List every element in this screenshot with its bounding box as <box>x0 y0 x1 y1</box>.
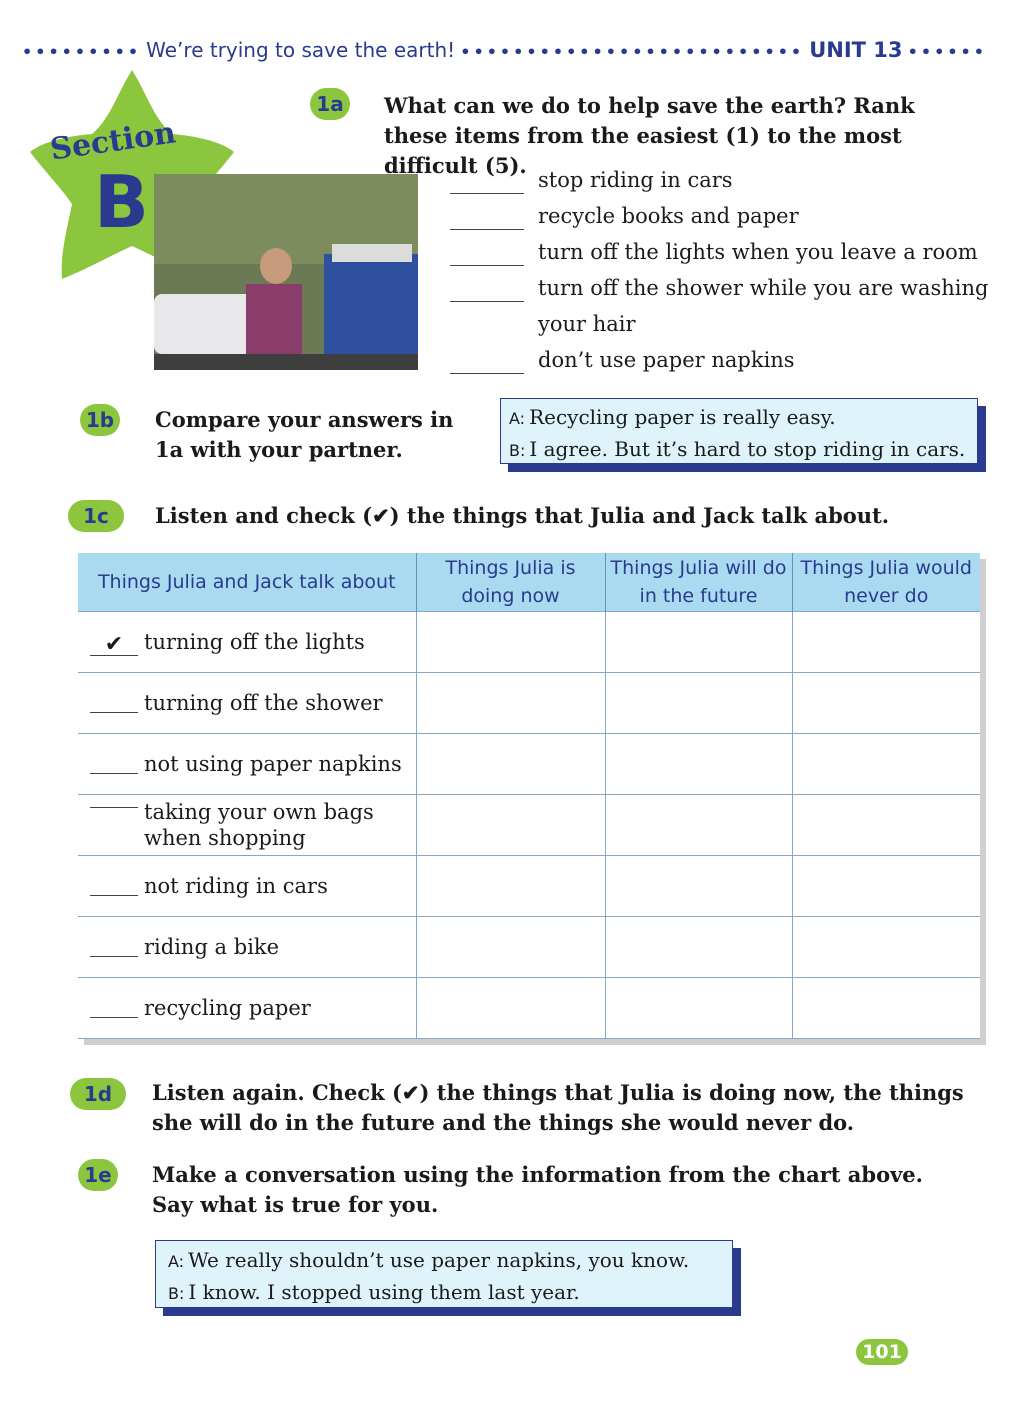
check-cell[interactable] <box>792 612 980 673</box>
check-blank[interactable] <box>90 807 138 808</box>
conversation-box-1e <box>155 1240 733 1308</box>
rank-item <box>450 168 1010 204</box>
section-word: Section <box>48 115 178 168</box>
table-row <box>78 856 980 917</box>
check-blank[interactable] <box>90 773 138 774</box>
check-blank[interactable]: ✔ <box>90 635 138 656</box>
rank-item-text: turn off the lights when you leave a room <box>538 240 978 264</box>
speech-text: I agree. But it’s hard to stop riding in cars. <box>529 437 966 461</box>
conversation-line <box>168 1245 732 1277</box>
conversation-line <box>509 402 977 434</box>
header-dots-left: ••••••••• <box>22 42 142 61</box>
exercise-1e-tag: 1e <box>78 1159 118 1191</box>
rank-item-text: turn off the shower while you are washing <box>538 276 989 300</box>
rank-item-text: recycle books and paper <box>538 204 799 228</box>
table-header-row <box>78 553 980 612</box>
item-text: turning off the lights <box>144 629 365 654</box>
check-blank[interactable] <box>90 895 138 896</box>
rank-blank[interactable] <box>450 372 524 374</box>
check-blank[interactable] <box>90 1017 138 1018</box>
check-cell[interactable] <box>605 856 792 917</box>
table-row <box>78 917 980 978</box>
column-header: Things Julia is doing now <box>416 553 605 612</box>
check-cell[interactable] <box>416 612 605 673</box>
section-letter: B <box>94 160 149 244</box>
conversation-line <box>168 1277 732 1309</box>
item-cell <box>78 795 416 856</box>
unit-label: UNIT 13 <box>809 38 903 62</box>
check-cell[interactable] <box>416 795 605 856</box>
rank-item-text: don’t use paper napkins <box>538 348 795 372</box>
exercise-1c-tag: 1c <box>68 500 124 532</box>
exercise-1e-instruction: Make a conversation using the information from the chart above. Say what is true for you. <box>152 1162 923 1217</box>
rank-blank[interactable] <box>450 192 524 194</box>
rank-blank[interactable] <box>450 228 524 230</box>
item-cell <box>78 734 416 795</box>
column-header: Things Julia will do in the future <box>605 553 792 612</box>
page-number: 101 <box>856 1339 908 1365</box>
exercise-1d-tag: 1d <box>70 1078 126 1110</box>
conversation-box-1b <box>500 398 978 464</box>
exercise-1b-tag: 1b <box>80 404 120 436</box>
recycling-photo <box>154 174 418 370</box>
check-cell[interactable] <box>605 734 792 795</box>
speaker-label: B: <box>509 441 526 460</box>
rank-item <box>450 204 1010 240</box>
exercise-1a-tag: 1a <box>310 88 350 120</box>
rank-item-text: your hair <box>538 312 636 336</box>
check-blank[interactable] <box>90 956 138 957</box>
rank-blank[interactable] <box>450 300 524 302</box>
check-cell[interactable] <box>416 978 605 1039</box>
check-cell[interactable] <box>605 978 792 1039</box>
conversation-line <box>509 434 977 466</box>
speech-text: Recycling paper is really easy. <box>529 405 836 429</box>
item-cell <box>78 612 416 673</box>
check-cell[interactable] <box>792 856 980 917</box>
speaker-label: A: <box>509 409 526 428</box>
exercise-1c-instruction: Listen and check (✔) the things that Julia and Jack talk about. <box>155 503 890 528</box>
checklist-table <box>78 553 980 1039</box>
header-dots-mid: •••••••••••••••••••••••••• <box>460 42 805 61</box>
item-text: recycling paper <box>144 996 311 1021</box>
table-row <box>78 612 980 673</box>
item-text: riding a bike <box>144 935 280 960</box>
rank-item <box>450 240 1010 276</box>
check-cell[interactable] <box>605 612 792 673</box>
check-cell[interactable] <box>416 734 605 795</box>
item-cell <box>78 856 416 917</box>
rank-blank[interactable] <box>450 264 524 266</box>
check-cell[interactable] <box>605 795 792 856</box>
item-text: turning off the shower <box>144 691 383 716</box>
speech-text: We really shouldn’t use paper napkins, you know. <box>188 1248 690 1272</box>
exercise-1a-instruction: What can we do to help save the earth? Rank these items from the easiest (1) to the most difficult (5). <box>384 93 915 178</box>
check-blank[interactable] <box>90 712 138 713</box>
column-header: Things Julia would never do <box>792 553 980 612</box>
check-cell[interactable] <box>792 795 980 856</box>
table-row <box>78 673 980 734</box>
chapter-title: We’re trying to save the earth! <box>146 38 456 62</box>
check-cell[interactable] <box>792 734 980 795</box>
exercise-1d-instruction: Listen again. Check (✔) the things that Julia is doing now, the things she will do in the future and the things she would never do. <box>152 1080 964 1135</box>
header-dots-right: •••••• <box>907 42 987 61</box>
item-text: not using paper napkins <box>144 752 402 777</box>
check-cell[interactable] <box>416 856 605 917</box>
check-cell[interactable] <box>605 673 792 734</box>
check-cell[interactable] <box>792 978 980 1039</box>
speaker-label: A: <box>168 1252 185 1271</box>
speaker-label: B: <box>168 1284 185 1303</box>
check-cell[interactable] <box>792 917 980 978</box>
rank-item-continuation <box>450 312 1010 348</box>
item-cell <box>78 673 416 734</box>
column-header: Things Julia and Jack talk about <box>78 553 416 612</box>
photo-illustration <box>154 174 418 370</box>
rank-item-text: stop riding in cars <box>538 168 733 192</box>
table-row <box>78 978 980 1039</box>
check-cell[interactable] <box>792 673 980 734</box>
check-cell[interactable] <box>416 917 605 978</box>
item-text: not riding in cars <box>144 874 328 899</box>
check-cell[interactable] <box>416 673 605 734</box>
exercise-1b-instruction: Compare your answers in 1a with your partner. <box>155 407 454 462</box>
rank-item <box>450 348 1010 384</box>
checklist-table-wrapper <box>78 553 980 1039</box>
table-row <box>78 795 980 856</box>
rank-list <box>450 168 1010 384</box>
check-cell[interactable] <box>605 917 792 978</box>
item-text: taking your own bags when shopping <box>144 800 374 850</box>
rank-item <box>450 276 1010 312</box>
item-cell <box>78 978 416 1039</box>
item-cell <box>78 917 416 978</box>
table-row <box>78 734 980 795</box>
speech-text: I know. I stopped using them last year. <box>188 1280 580 1304</box>
